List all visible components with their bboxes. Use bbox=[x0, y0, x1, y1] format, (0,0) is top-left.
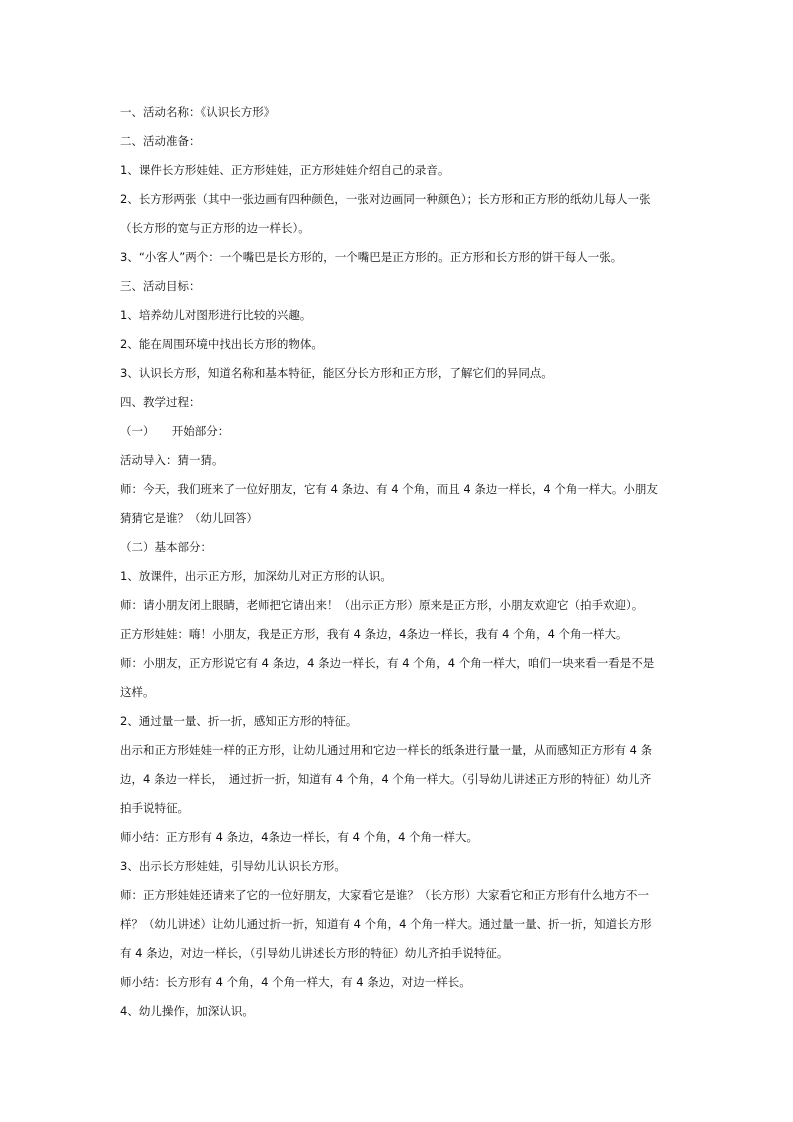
paragraph-line: （长方形的宽与正方形的边一样长）。 bbox=[120, 221, 310, 235]
paragraph-line: 这样。 bbox=[120, 685, 155, 699]
paragraph-line: 活动导入：猜一猜。 bbox=[120, 453, 224, 467]
paragraph-line: 师：小朋友，正方形说它有 4 条边，4 条边一样长，有 4 个角，4 个角一样大，咱们一块来看一看是不是 bbox=[120, 656, 655, 670]
paragraph-line: 2、通过量一量、折一折，感知正方形的特征。 bbox=[120, 714, 358, 728]
paragraph-line: 拍手说特征。 bbox=[120, 801, 189, 815]
paragraph-line: 3、认识长方形，知道名称和基本特征，能区分长方形和正方形，了解它们的异同点。 bbox=[120, 366, 553, 380]
subsection-heading-basic: （二）基本部分： bbox=[120, 540, 212, 554]
section-heading-activity-name: 一、活动名称：《认识长方形》 bbox=[120, 105, 276, 119]
section-heading-teaching-process: 四、教学过程： bbox=[120, 395, 201, 409]
paragraph-line: 师：今天，我们班来了一位好朋友，它有 4 条边、有 4 个角，而且 4 条边一样长，4 个角一样大。小朋友 bbox=[120, 482, 658, 496]
paragraph-line: 2、能在周围环境中找出长方形的物体。 bbox=[120, 337, 323, 351]
paragraph-line: 2、长方形两张（其中一张边画有四种颜色，一张对边画同一种颜色）；长方形和正方形的纸幼儿每人一张 bbox=[120, 192, 651, 206]
paragraph-line: 师：正方形娃娃还请来了它的一位好朋友，大家看它是谁？（长方形）大家看它和正方形有什么地方不一 bbox=[120, 888, 649, 902]
subsection-heading-start: （一） 开始部分： bbox=[120, 424, 230, 438]
paragraph-line: 师：请小朋友闭上眼睛，老师把它请出来！（出示正方形）原来是正方形，小朋友欢迎它（拍手欢迎）。 bbox=[120, 598, 644, 612]
paragraph-line: 1、课件长方形娃娃、正方形娃娃，正方形娃娃介绍自己的录音。 bbox=[120, 163, 450, 177]
section-heading-goals: 三、活动目标： bbox=[120, 279, 201, 293]
paragraph-line: 样？（幼儿讲述）让幼儿通过折一折，知道有 4 个角，4 个角一样大。通过量一量、折一折，知道长方形 bbox=[120, 917, 652, 931]
section-heading-preparation: 二、活动准备： bbox=[120, 134, 201, 148]
paragraph-line: 边，4 条边一样长， 通过折一折，知道有 4 个角，4 个角一样大。（引导幼儿讲述正方形的特征）幼儿齐 bbox=[120, 772, 652, 786]
paragraph-line: 猜猜它是谁？（幼儿回答） bbox=[120, 511, 258, 525]
paragraph-line: 1、培养幼儿对图形进行比较的兴趣。 bbox=[120, 308, 312, 322]
paragraph-line: 有 4 条边，对边一样长，（引导幼儿讲述长方形的特征）幼儿齐拍手说特征。 bbox=[120, 946, 509, 960]
paragraph-line: 出示和正方形娃娃一样的正方形，让幼儿通过用和它边一样长的纸条进行量一量，从而感知正方形有 4 条 bbox=[120, 743, 653, 757]
paragraph-line: 1、放课件，出示正方形，加深幼儿对正方形的认识。 bbox=[120, 569, 392, 583]
paragraph-line: 正方形娃娃：嗨！小朋友，我是正方形，我有 4 条边，4条边一样长，我有 4 个角，4 个角一样大。 bbox=[120, 627, 628, 641]
paragraph-line: 4、幼儿操作，加深认识。 bbox=[120, 1004, 254, 1018]
paragraph-line: 3、“小客人”两个：一个嘴巴是长方形的，一个嘴巴是正方形的。正方形和长方形的饼干每人一张。 bbox=[120, 250, 623, 264]
paragraph-line: 3、出示长方形娃娃，引导幼儿认识长方形。 bbox=[120, 859, 346, 873]
paragraph-line: 师小结：长方形有 4 个角，4 个角一样大，有 4 条边，对边一样长。 bbox=[120, 975, 471, 989]
paragraph-line: 师小结：正方形有 4 条边，4条边一样长，有 4 个角，4 个角一样大。 bbox=[120, 830, 479, 844]
